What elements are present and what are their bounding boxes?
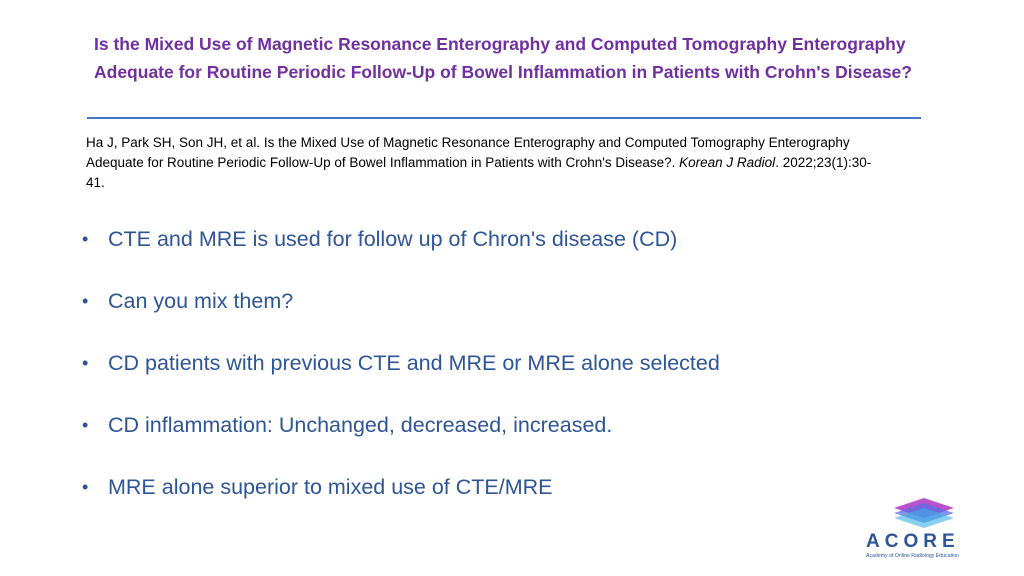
bullet-text: CD inflammation: Unchanged, decreased, increased. [108,413,613,437]
citation-details: . 2022;23(1):30-41. [86,155,872,190]
slide-title: Is the Mixed Use of Magnetic Resonance Enterography and Computed Tomography Enterography Adequate for Routine Periodic Follow-Up of Bowel Inflammation in Patients with Crohn's Disease? [94,34,912,82]
diamond-stack-icon [894,498,954,528]
bullet-text: CD patients with previous CTE and MRE or MRE alone selected [108,351,720,375]
bullet-item [80,346,720,408]
bullet-item [80,470,720,532]
title-divider [87,117,921,119]
bullet-icon: • [82,229,89,249]
citation-text: Ha J, Park SH, Son JH, et al. Is the Mixed Use of Magnetic Resonance Enterography and Computed Tomography Enterography Adequate for Routine Periodic Follow-Up of Bowel Inflammation in Patients with Crohn's Disease?. [86,135,850,170]
bullet-item [80,408,720,470]
bullet-text: MRE alone superior to mixed use of CTE/MRE [108,475,553,499]
bullet-icon: • [82,353,89,373]
logo-tagline: Academy of Online Radiology Education [866,553,959,559]
bullet-text: Can you mix them? [108,289,294,313]
acore-logo [862,496,980,560]
logo-wordmark: ACORE [866,531,960,552]
bullet-list [80,222,720,532]
citation [86,133,886,193]
bullet-item [80,284,720,346]
bullet-item [80,222,720,284]
bullet-icon: • [82,415,89,435]
bullet-text: CTE and MRE is used for follow up of Chron's disease (CD) [108,227,678,251]
citation-journal: Korean J Radiol [679,155,776,170]
bullet-icon: • [82,291,89,311]
acore-logo-graphic [862,496,980,560]
bullet-icon: • [82,477,89,497]
